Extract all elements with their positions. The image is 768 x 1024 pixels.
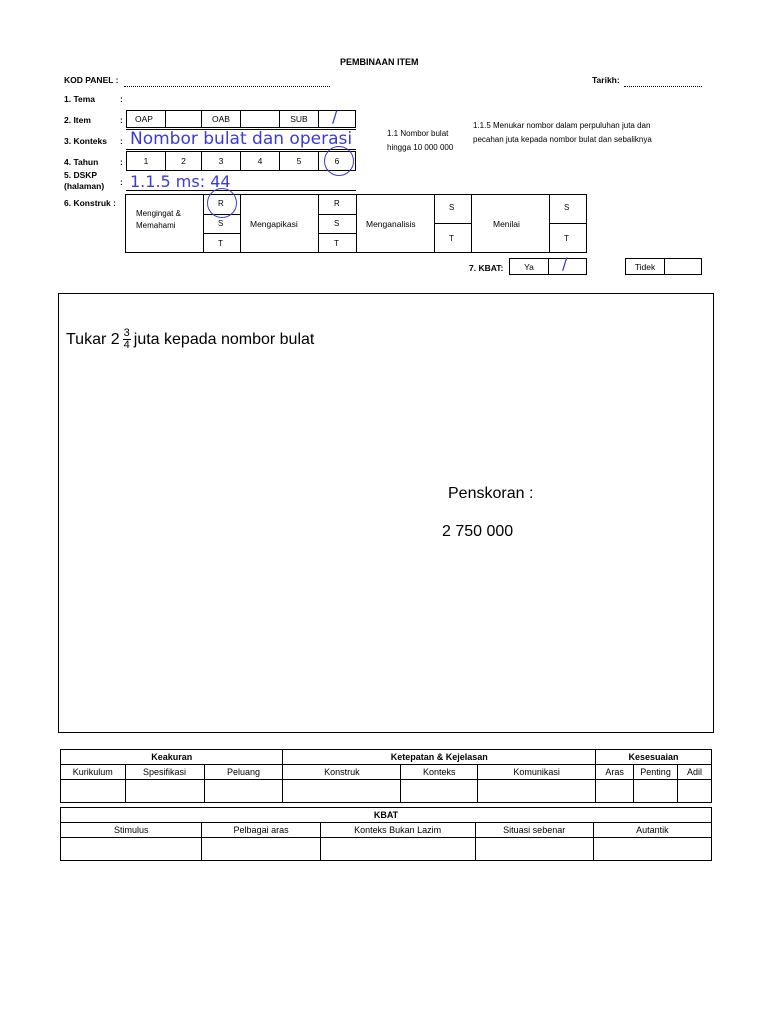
tahun-colon: : <box>120 157 123 167</box>
konstruk-s-2: S <box>334 219 340 228</box>
rubric-cell <box>125 780 204 803</box>
konstruk-r-1: R <box>218 199 224 208</box>
penskoran-label: Penskoran : <box>448 485 534 502</box>
konstruk-s-line-1 <box>434 223 471 224</box>
rubric-ketepatan: Ketepatan & Kejelasan <box>283 750 596 765</box>
tarikh-label: Tarikh: <box>592 75 620 85</box>
rubric-cell <box>204 780 283 803</box>
konstruk-s-line-2 <box>549 223 587 224</box>
dskp-label-2: (halaman) <box>64 181 105 191</box>
kbat-col-autantik: Autantik <box>593 823 711 838</box>
konstruk-t-2: T <box>334 239 339 248</box>
konstruk-menganalisis: Menganalisis <box>366 219 416 229</box>
rubric-col-aras: Aras <box>596 765 634 780</box>
question-text <box>66 328 314 351</box>
rubric-col-penting: Penting <box>634 765 678 780</box>
rubric-cell <box>401 780 478 803</box>
konteks-bottom-line <box>126 149 356 150</box>
konstruk-s-4: S <box>564 203 570 212</box>
kbat-rubric-cell <box>475 838 593 861</box>
kbat-rubric-cell <box>61 838 202 861</box>
kbat-ya: Ya <box>509 258 549 275</box>
tahun-6: 6 <box>318 151 356 171</box>
dskp-colon: : <box>120 177 123 187</box>
rubric-cell <box>678 780 712 803</box>
tarikh-line <box>624 86 702 87</box>
konstruk-r-line-3 <box>318 214 356 215</box>
rubric-keakuran: Keakuran <box>61 750 283 765</box>
kod-panel-label: KOD PANEL : <box>64 75 119 85</box>
rubric-cell <box>596 780 634 803</box>
tema-colon: : <box>120 94 123 104</box>
fraction-numerator: 3 <box>123 327 130 339</box>
fraction-denominator: 4 <box>123 339 130 351</box>
item-sub-cell: SUB <box>279 110 319 128</box>
question-prefix: Tukar 2 <box>66 330 120 348</box>
item-check-mark: / <box>332 107 338 126</box>
page-title: PEMBINAAN ITEM <box>340 57 419 67</box>
konstruk-r-line-4 <box>318 233 356 234</box>
konstruk-t-3: T <box>449 234 454 243</box>
konstruk-label: 6. Konstruk : <box>64 198 116 208</box>
kbat-col-pelbagai: Pelbagai aras <box>202 823 320 838</box>
kbat-rubric-cell <box>320 838 475 861</box>
konstruk-div-1 <box>203 194 204 253</box>
item-oab-box <box>240 110 280 128</box>
rubric-col-peluang: Peluang <box>204 765 283 780</box>
konstruk-mengingat-2: Memahami <box>136 221 176 230</box>
kod-panel-line <box>124 86 330 87</box>
kbat-col-situasi: Situasi sebenar <box>475 823 593 838</box>
rubric-col-spesifikasi: Spesifikasi <box>125 765 204 780</box>
sub-topic-desc-1: 1.1.5 Menukar nombor dalam perpuluhan juta dan <box>473 121 651 130</box>
rubric-col-konstruk: Konstruk <box>283 765 401 780</box>
kbat-rubric-cell <box>593 838 711 861</box>
tahun-6-circle <box>324 146 354 176</box>
konteks-colon: : <box>120 136 123 146</box>
konstruk-div-4 <box>356 194 357 253</box>
question-suffix: juta kepada nombor bulat <box>133 330 315 348</box>
konstruk-s-1: S <box>218 219 224 228</box>
konstruk-r-2: R <box>334 199 340 208</box>
kbat-rubric-title: KBAT <box>61 808 712 823</box>
sub-topic-code-2: hingga 10 000 000 <box>387 143 454 152</box>
rubric-col-adil: Adil <box>678 765 712 780</box>
dskp-label-1: 5. DSKP <box>64 170 98 180</box>
rubric-col-kurikulum: Kurikulum <box>61 765 126 780</box>
question-fraction <box>123 328 131 351</box>
konteks-label: 3. Konteks <box>64 136 107 146</box>
answer-value: 2 750 000 <box>442 523 514 540</box>
kbat-col-stimulus: Stimulus <box>61 823 202 838</box>
konstruk-r-circle <box>207 188 237 218</box>
rubric-cell <box>478 780 596 803</box>
konstruk-mengingat-1: Mengingat & <box>136 209 181 218</box>
kbat-col-konteks: Konteks Bukan Lazim <box>320 823 475 838</box>
konstruk-mengaplikasi: Mengapikasi <box>250 219 298 229</box>
dskp-value: 1.1.5 ms: 44 <box>130 172 231 191</box>
kbat-tidak: Tidek <box>625 258 665 275</box>
sub-topic-desc-2: pecahan juta kepada nombor bulat dan sebaliknya <box>473 135 652 144</box>
tema-label: 1. Tema <box>64 94 96 104</box>
konstruk-s-3: S <box>449 203 455 212</box>
question-box <box>58 293 714 733</box>
item-oap-box <box>165 110 202 128</box>
tahun-1: 1 <box>126 151 166 171</box>
konstruk-div-6 <box>471 194 472 253</box>
konstruk-div-2 <box>240 194 241 253</box>
kbat-ya-box <box>548 258 587 275</box>
rubric-cell <box>61 780 126 803</box>
rubric-cell <box>634 780 678 803</box>
kbat-label: 7. KBAT: <box>469 263 504 273</box>
rubric-table <box>60 749 712 803</box>
sub-topic-code-1: 1.1 Nombor bulat <box>387 129 449 138</box>
tahun-4: 4 <box>240 151 280 171</box>
tahun-2: 2 <box>165 151 202 171</box>
konstruk-menilai: Menilai <box>493 219 520 229</box>
kbat-check-mark: / <box>562 254 568 273</box>
item-label: 2. Item <box>64 115 91 125</box>
item-oap-cell: OAP <box>126 110 166 128</box>
tahun-5: 5 <box>279 151 319 171</box>
rubric-col-konteks: Konteks <box>401 765 478 780</box>
kbat-rubric-table <box>60 807 712 861</box>
tahun-3: 3 <box>201 151 241 171</box>
konstruk-t-1: T <box>218 239 223 248</box>
item-oab-cell: OAB <box>201 110 241 128</box>
kbat-rubric-cell <box>202 838 320 861</box>
item-colon: : <box>120 115 123 125</box>
konstruk-r-line-2 <box>203 233 240 234</box>
konstruk-div-3 <box>318 194 319 253</box>
rubric-kesesuaian: Kesesuaian <box>596 750 712 765</box>
rubric-cell <box>283 780 401 803</box>
konstruk-t-4: T <box>564 234 569 243</box>
konteks-value: Nombor bulat dan operasi <box>130 129 353 149</box>
kbat-tidak-box <box>664 258 702 275</box>
tahun-label: 4. Tahun <box>64 157 99 167</box>
rubric-col-komunikasi: Komunikasi <box>478 765 596 780</box>
